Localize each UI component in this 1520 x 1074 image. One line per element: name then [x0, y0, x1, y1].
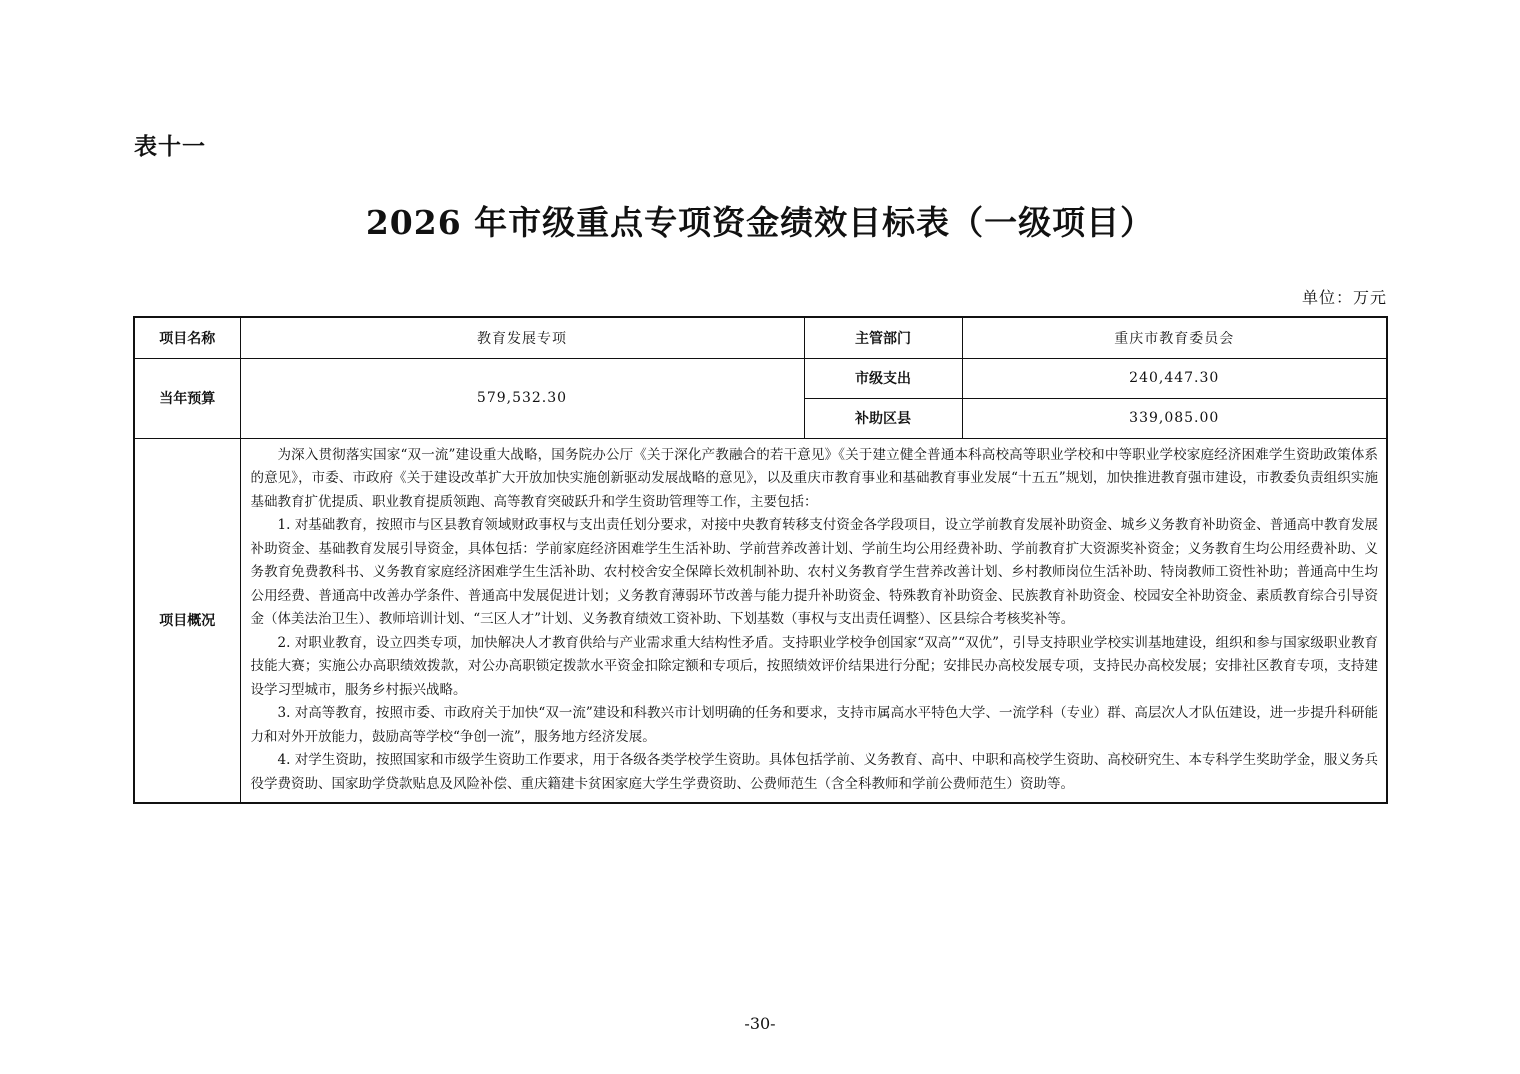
- city-spending-label: 市级支出: [804, 358, 962, 398]
- table-row: [134, 438, 1387, 803]
- performance-target-table: [133, 316, 1388, 804]
- city-spending-value: 240,447.30: [962, 358, 1387, 398]
- budget-label: 当年预算: [134, 358, 240, 438]
- budget-value: 579,532.30: [240, 358, 804, 438]
- project-name-label: 项目名称: [134, 317, 240, 358]
- overview-paragraph: 4. 对学生资助，按照国家和市级学生资助工作要求，用于各级各类学校学生资助。具体包括学前、义务教育、高中、中职和高校学生资助、高校研究生、本专科学生奖助学金，服义务兵役学费资助、国家助学贷款贴息及风险补偿、重庆籍建卡贫困家庭大学生学费资助、公费师范生（含全科教师和学前公费师范生）资助等。: [250, 752, 1378, 792]
- county-subsidy-label: 补助区县: [804, 398, 962, 438]
- county-subsidy-value: 339,085.00: [962, 398, 1387, 438]
- overview-label: 项目概况: [134, 438, 240, 803]
- table-row: [134, 317, 1387, 358]
- table-row: [134, 358, 1387, 398]
- overview-content: [240, 438, 1387, 803]
- department-value: 重庆市教育委员会: [962, 317, 1387, 358]
- overview-paragraph: 为深入贯彻落实国家“双一流”建设重大战略，国务院办公厅《关于深化产教融合的若干意见》《关于建立健全普通本科高校高等职业学校和中等职业学校家庭经济困难学生资助政策体系的意见》，市委、市政府《关于建设改革扩大开放加快实施创新驱动发展战略的意见》，以及重庆市教育事业和基础教育事业发展“十五五”规划，加快推进教育强市建设，市教委负责组织实施基础教育扩优提质、职业教育提质领跑、高等教育突破跃升和学生资助管理等工作，主要包括：: [250, 446, 1378, 510]
- document-title: 2026 年市级重点专项资金绩效目标表（一级项目）: [365, 203, 1155, 242]
- unit-label: 单位：万元: [1301, 288, 1387, 307]
- project-name-value: 教育发展专项: [240, 317, 804, 358]
- table-tag: 表十一: [134, 134, 206, 160]
- overview-paragraph: 2. 对职业教育，设立四类专项，加快解决人才教育供给与产业需求重大结构性矛盾。支持职业学校争创国家“双高”“双优”，引导支持职业学校实训基地建设，组织和参与国家级职业教育技能大赛；实施公办高职绩效拨款，对公办高职锁定拨款水平资金扣除定额和专项后，按照绩效评价结果进行分配；安排民办高校发展专项，支持民办高校发展；安排社区教育专项，支持建设学习型城市，服务乡村振兴战略。: [250, 634, 1378, 698]
- overview-paragraph: 1. 对基础教育，按照市与区县教育领域财政事权与支出责任划分要求，对接中央教育转移支付资金各学段项目，设立学前教育发展补助资金、城乡义务教育补助资金、普通高中教育发展补助资金、基础教育发展引导资金，具体包括：学前家庭经济困难学生生活补助、学前营养改善计划、学前生均公用经费补助、学前教育扩大资源奖补资金；义务教育生均公用经费补助、义务教育免费教科书、义务教育家庭经济困难学生生活补助、农村校舍安全保障长效机制补助、农村义务教育学生营养改善计划、乡村教师岗位生活补助、特岗教师工资性补助；普通高中生均公用经费、普通高中改善办学条件、普通高中发展促进计划；义务教育薄弱环节改善与能力提升补助资金、特殊教育补助资金、民族教育补助资金、校园安全补助资金、素质教育综合引导资金（体美法治卫生）、教师培训计划、“三区人才”计划、义务教育绩效工资补助、下划基数（事权与支出责任调整）、区县综合考核奖补等。: [250, 517, 1378, 627]
- department-label: 主管部门: [804, 317, 962, 358]
- overview-paragraph: 3. 对高等教育，按照市委、市政府关于加快“双一流”建设和科教兴市计划明确的任务和要求，支持市属高水平特色大学、一流学科（专业）群、高层次人才队伍建设，进一步提升科研能力和对外开放能力，鼓励高等学校“争创一流”，服务地方经济发展。: [250, 705, 1378, 745]
- page-number: -30-: [744, 1014, 776, 1033]
